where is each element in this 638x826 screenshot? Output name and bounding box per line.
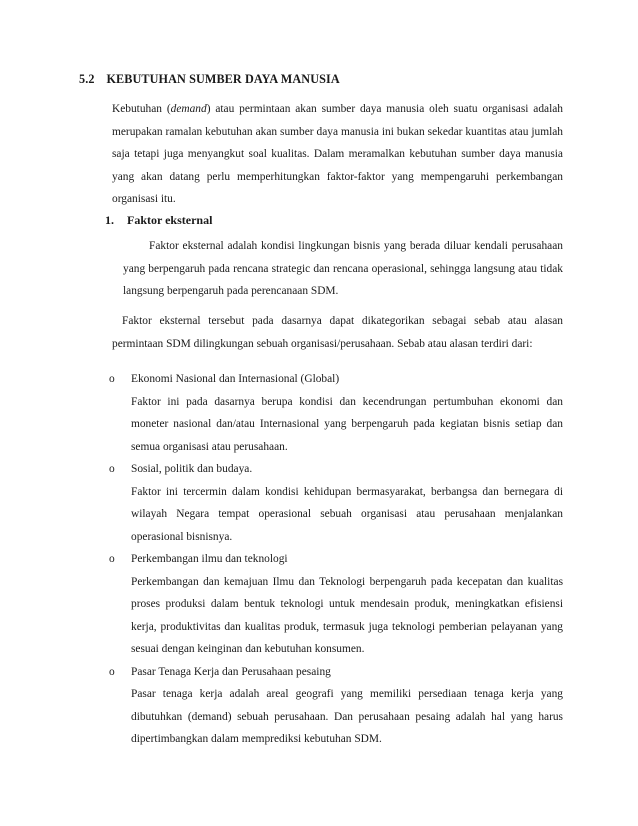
list-item-title: Perkembangan ilmu dan teknologi [131,553,288,565]
external-factor-paragraph [123,235,563,303]
subsection-title: Faktor eksternal [127,213,213,227]
list-item-title: Pasar Tenaga Kerja dan Perusahaan pesaing [131,665,331,678]
intro-text-rest: ) atau permintaan akan sumber daya manusia oleh suatu organisasi adalah merupakan ramalan kebutuhan akan sumber daya manusia ini bukan sekedar kuantitas atau jumlah saja tetapi juga menyangkut soal kualitas. Dalam meramalkan kebutuhan sumber daya manusia yang akan datang perlu memperhitungkan faktor-faktor yang mempengaruhi perkembangan organisasi itu. [112,103,563,205]
list-item-text: Pasar tenaga kerja adalah areal geografi yang memiliki persediaan tenaga kerja yang dibutuhkan (demand) sebuah perusahaan. Dan perusahaan pesaing adalah hal yang harus dipertimbangkan dalam memprediksi kebutuhan SDM. [131,688,563,745]
list-item-text: Faktor ini pada dasarnya berupa kondisi dan kecendrungan pertumbuhan ekonomi dan moneter nasional dan/atau Internasional yang berpengaruh pada kegiatan bisnis setiap dan semua organisasi atau perusahaan. [131,395,563,453]
list-item [109,661,563,751]
bullet-circle-icon: o [109,553,115,565]
list-item [109,458,563,548]
subsection-number: 1. [105,213,114,227]
list-item-title: Ekonomi Nasional dan Internasional (Global) [131,373,340,385]
subsection-heading [105,213,212,228]
section-number: 5.2 [79,72,95,86]
list-item [109,368,563,458]
intro-italic-term: demand [170,103,207,115]
list-item-title: Sosial, politik dan budaya. [131,463,253,475]
section-title: KEBUTUHAN SUMBER DAYA MANUSIA [106,72,340,86]
intro-paragraph [112,98,563,211]
categories-paragraph [112,310,563,355]
factor-list [109,368,563,751]
bullet-circle-icon: o [109,665,115,678]
list-item-text: Perkembangan dan kemajuan Ilmu dan Teknologi berpengaruh pada kecepatan dan kualitas proses produksi dalam bentuk teknologi untuk mendesain produk, meningkatkan efisiensi kerja, produktivitas dan kualitas produk, termasuk juga teknologi pemberian pelayanan yang sesuai dengan keinginan dan kebutuhan konsumen. [131,575,563,655]
intro-text-start: Kebutuhan ( [112,103,171,115]
list-item [109,548,563,661]
external-factor-text: Faktor eksternal adalah kondisi lingkungan bisnis yang berada diluar kendali perusahaan yang berpengaruh pada rencana strategic dan rencana operasional, sehingga langsung atau tidak langsung berpengaruh pada perencanaan SDM. [123,240,563,297]
list-item-text: Faktor ini tercermin dalam kondisi kehidupan bermasyarakat, berbangsa dan bernegara di wilayah Negara tempat operasional sebuah organisasi atau perusahaan menjalankan operasional bisnisnya. [131,485,563,543]
categories-text: Faktor eksternal tersebut pada dasarnya dapat dikategorikan sebagai sebab atau alasan permintaan SDM dilingkungan sebuah organisasi/perusahaan. Sebab atau alasan terdiri dari: [112,315,563,350]
bullet-circle-icon: o [109,463,115,475]
bullet-circle-icon: o [109,373,115,385]
section-heading [79,72,340,87]
